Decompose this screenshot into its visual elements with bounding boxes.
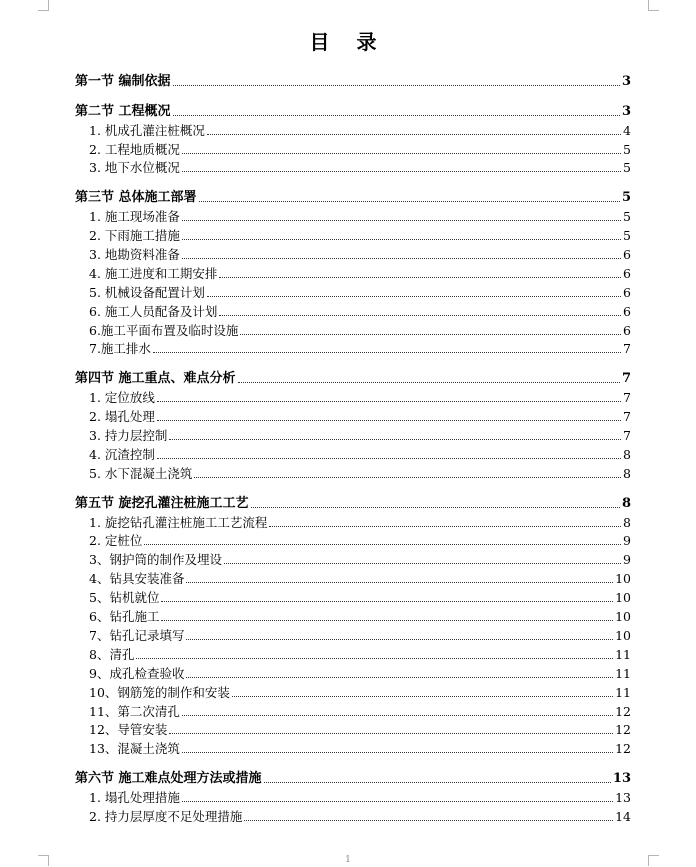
toc-entry-page: 7 xyxy=(623,428,631,444)
toc-entry-page: 7 xyxy=(623,409,631,425)
dot-leader xyxy=(182,171,621,172)
toc-entry-page: 5 xyxy=(623,209,631,225)
toc-entry-page: 5 xyxy=(621,190,631,206)
toc-entry-text: 6. 施工人员配备及计划 xyxy=(89,303,218,319)
toc-entry-text: 第五节 旋挖孔灌注桩施工工艺 xyxy=(75,495,249,511)
dot-leader xyxy=(157,420,621,421)
toc-item-entry[interactable] xyxy=(75,588,631,607)
toc-entry-text: 2. 工程地质概况 xyxy=(89,141,180,157)
toc-entry-page: 3 xyxy=(621,103,631,119)
toc-entry-text: 3、钢护筒的制作及埋设 xyxy=(89,552,222,568)
dot-leader xyxy=(182,801,613,802)
toc-entry-text: 4、钻具安装准备 xyxy=(89,571,185,587)
toc-entry-text: 3. 地勘资料准备 xyxy=(89,247,180,263)
toc-entry-text: 4. 沉渣控制 xyxy=(89,446,155,462)
toc-item-entry[interactable] xyxy=(75,388,631,407)
toc-item-entry[interactable] xyxy=(75,226,631,245)
toc-section-entry[interactable] xyxy=(75,494,631,513)
dot-leader xyxy=(207,134,621,135)
toc-entry-text: 1. 塌孔处理措施 xyxy=(89,790,180,806)
toc-section-entry[interactable] xyxy=(75,102,631,121)
toc-entry-page: 12 xyxy=(615,722,631,738)
toc-entry-page: 12 xyxy=(615,703,631,719)
toc-entry-page: 7 xyxy=(623,341,631,357)
toc-item-entry[interactable] xyxy=(75,407,631,426)
toc-entry-text: 5、钻机就位 xyxy=(89,590,160,606)
toc-section-entry[interactable] xyxy=(75,72,631,91)
toc-entry-page: 8 xyxy=(623,514,631,530)
dot-leader xyxy=(238,382,620,383)
dot-leader xyxy=(199,201,620,202)
toc-entry-page: 10 xyxy=(615,609,631,625)
toc-entry-page: 6 xyxy=(623,322,631,338)
toc-entry-text: 2. 塌孔处理 xyxy=(89,409,155,425)
toc-entry-text: 6.施工平面布置及临时设施 xyxy=(89,322,239,338)
toc-item-entry[interactable] xyxy=(75,513,631,532)
toc-item-entry[interactable] xyxy=(75,807,631,826)
toc-entry-page: 7 xyxy=(623,390,631,406)
dot-leader xyxy=(224,563,621,564)
toc-entry-text: 5. 机械设备配置计划 xyxy=(89,284,205,300)
toc-entry-page: 13 xyxy=(612,771,631,787)
toc-entry-text: 8、清孔 xyxy=(89,646,135,662)
toc-entry-page: 5 xyxy=(623,228,631,244)
toc-item-entry[interactable] xyxy=(75,683,631,702)
crop-mark-top-right xyxy=(648,0,659,11)
dot-leader xyxy=(169,439,621,440)
toc-item-entry[interactable] xyxy=(75,264,631,283)
dot-leader xyxy=(219,315,621,316)
dot-leader xyxy=(157,458,621,459)
toc-item-entry[interactable] xyxy=(75,426,631,445)
toc-item-entry[interactable] xyxy=(75,302,631,321)
toc-entry-text: 2. 定桩位 xyxy=(89,533,143,549)
toc-entry-text: 6、钻孔施工 xyxy=(89,609,160,625)
toc-item-entry[interactable] xyxy=(75,207,631,226)
toc-entry-page: 8 xyxy=(623,446,631,462)
toc-entry-text: 7.施工排水 xyxy=(89,341,151,357)
toc-item-entry[interactable] xyxy=(75,159,631,178)
page-number: 1 xyxy=(345,855,351,865)
toc-item-entry[interactable] xyxy=(75,664,631,683)
dot-leader xyxy=(153,352,621,353)
toc-entry-page: 11 xyxy=(615,665,631,681)
toc-item-entry[interactable] xyxy=(75,283,631,302)
toc-entry-text: 3. 地下水位概况 xyxy=(89,160,180,176)
dot-leader xyxy=(182,752,613,753)
dot-leader xyxy=(169,733,613,734)
dot-leader xyxy=(186,677,613,678)
toc-entry-page: 10 xyxy=(615,590,631,606)
toc-entry-page: 10 xyxy=(615,571,631,587)
toc-entry-text: 2. 持力层厚度不足处理措施 xyxy=(89,808,243,824)
toc-item-entry[interactable] xyxy=(75,607,631,626)
toc-entry-text: 2. 下雨施工措施 xyxy=(89,228,180,244)
toc-item-entry[interactable] xyxy=(75,645,631,664)
toc-section-entry[interactable] xyxy=(75,369,631,388)
dot-leader xyxy=(161,601,613,602)
dot-leader xyxy=(144,544,621,545)
toc-entry-text: 5. 水下混凝土浇筑 xyxy=(89,465,193,481)
toc-entry-page: 14 xyxy=(615,808,631,824)
dot-leader xyxy=(182,258,621,259)
toc-item-entry[interactable] xyxy=(75,340,631,359)
toc-entry-text: 第六节 施工难点处理方法或措施 xyxy=(75,771,262,787)
dot-leader xyxy=(182,220,621,221)
toc-item-entry[interactable] xyxy=(75,245,631,264)
toc-entry-page: 9 xyxy=(623,552,631,568)
toc-entry-page: 5 xyxy=(623,160,631,176)
toc-item-entry[interactable] xyxy=(75,121,631,140)
dot-leader xyxy=(186,582,613,583)
toc-item-entry[interactable] xyxy=(75,532,631,551)
toc-section-entry[interactable] xyxy=(75,769,631,788)
dot-leader xyxy=(194,477,621,478)
toc-entry-page: 6 xyxy=(623,247,631,263)
dot-leader xyxy=(182,715,613,716)
dot-leader xyxy=(219,277,621,278)
toc-entry-text: 第一节 编制依据 xyxy=(75,73,171,89)
toc-title: 目 录 xyxy=(309,30,387,54)
dot-leader xyxy=(182,239,621,240)
toc-item-entry[interactable] xyxy=(75,445,631,464)
dot-leader xyxy=(244,820,613,821)
toc-entry-text: 4. 施工进度和工期安排 xyxy=(89,265,218,281)
toc-entry-text: 1. 机成孔灌注桩概况 xyxy=(89,122,205,138)
toc-item-entry[interactable] xyxy=(75,739,631,758)
dot-leader xyxy=(173,115,620,116)
toc-item-entry[interactable] xyxy=(75,569,631,588)
toc-item-entry[interactable] xyxy=(75,626,631,645)
toc-entry-text: 3. 持力层控制 xyxy=(89,428,168,444)
toc-item-entry[interactable] xyxy=(75,788,631,807)
toc-item-entry[interactable] xyxy=(75,702,631,721)
toc-entry-text: 9、成孔检查验收 xyxy=(89,665,185,681)
toc-entry-page: 8 xyxy=(621,495,631,511)
dot-leader xyxy=(240,334,621,335)
toc-entry-text: 12、导管安装 xyxy=(89,722,168,738)
dot-leader xyxy=(207,296,621,297)
toc-entry-page: 5 xyxy=(623,141,631,157)
dot-leader xyxy=(251,507,620,508)
toc-entry-page: 6 xyxy=(623,303,631,319)
dot-leader xyxy=(264,782,611,783)
toc-entry-text: 第三节 总体施工部署 xyxy=(75,190,197,206)
toc-entry-page: 3 xyxy=(621,73,631,89)
dot-leader xyxy=(157,401,621,402)
toc-item-entry[interactable] xyxy=(75,550,631,569)
dot-leader xyxy=(136,658,613,659)
crop-mark-top-left xyxy=(38,0,49,11)
toc-section-entry[interactable] xyxy=(75,188,631,207)
toc-entry-page: 13 xyxy=(615,790,631,806)
toc-entry-text: 第二节 工程概况 xyxy=(75,103,171,119)
dot-leader xyxy=(186,639,613,640)
toc-item-entry[interactable] xyxy=(75,140,631,159)
toc-entry-page: 6 xyxy=(623,265,631,281)
toc-entry-page: 11 xyxy=(615,684,631,700)
dot-leader xyxy=(161,620,613,621)
toc-entry-text: 7、钻孔记录填写 xyxy=(89,627,185,643)
toc-entry-text: 1. 旋挖钻孔灌注桩施工工艺流程 xyxy=(89,514,268,530)
toc-entry-text: 11、第二次清孔 xyxy=(89,703,180,719)
toc-entry-page: 7 xyxy=(621,371,631,387)
toc-entry-page: 12 xyxy=(615,741,631,757)
toc-entry-page: 10 xyxy=(615,627,631,643)
dot-leader xyxy=(232,696,613,697)
toc-entry-page: 11 xyxy=(615,646,631,662)
toc-entry-page: 8 xyxy=(623,465,631,481)
toc-entry-page: 6 xyxy=(623,284,631,300)
toc-entry-text: 第四节 施工重点、难点分析 xyxy=(75,371,236,387)
toc-item-entry[interactable] xyxy=(75,721,631,740)
toc-entry-page: 9 xyxy=(623,533,631,549)
toc-entry-page: 4 xyxy=(623,122,631,138)
toc-entry-text: 1. 施工现场准备 xyxy=(89,209,180,225)
dot-leader xyxy=(173,85,620,86)
table-of-contents xyxy=(75,72,631,826)
dot-leader xyxy=(269,526,621,527)
toc-entry-text: 13、混凝土浇筑 xyxy=(89,741,180,757)
dot-leader xyxy=(182,153,621,154)
toc-item-entry[interactable] xyxy=(75,464,631,483)
toc-entry-text: 10、钢筋笼的制作和安装 xyxy=(89,684,230,700)
toc-item-entry[interactable] xyxy=(75,321,631,340)
toc-entry-text: 1. 定位放线 xyxy=(89,390,155,406)
